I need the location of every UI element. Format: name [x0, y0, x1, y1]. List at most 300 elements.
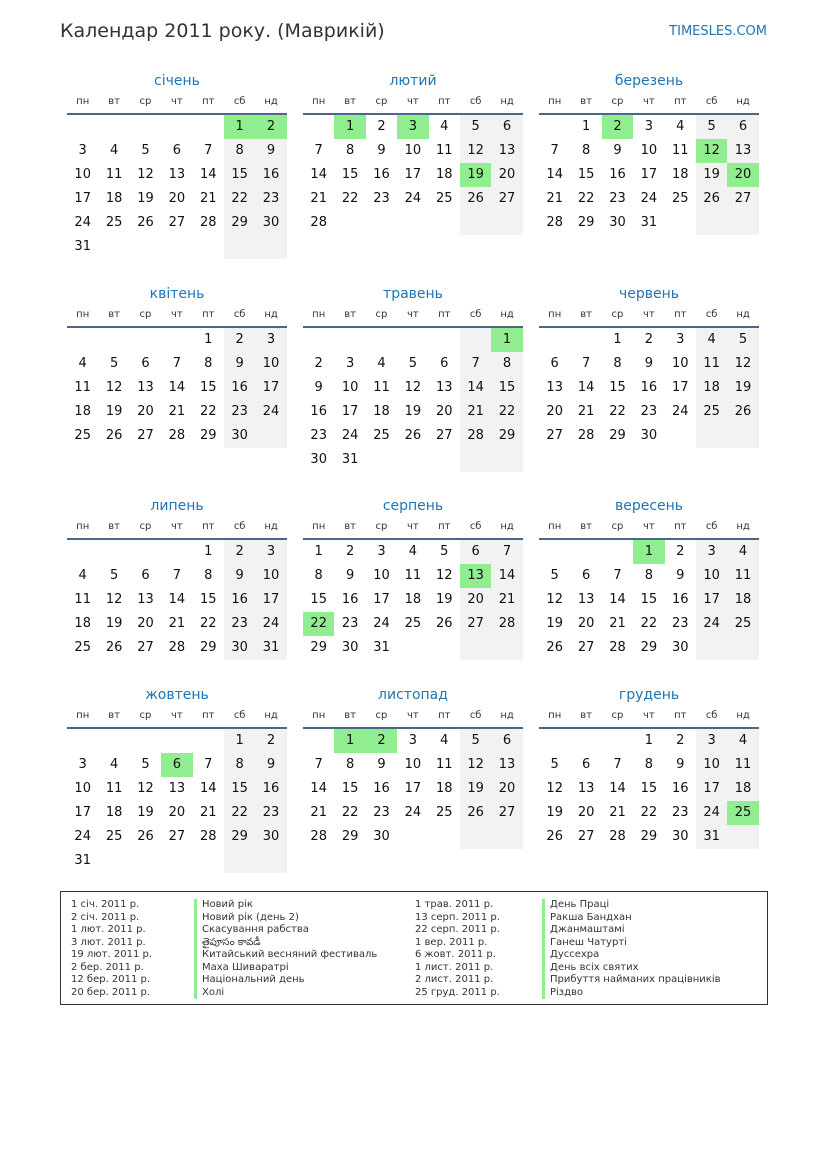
day-cell: 9: [377, 757, 386, 772]
day-cell: 28: [168, 640, 186, 655]
holiday-day-cell: 2: [255, 115, 286, 139]
day-cell: 15: [640, 592, 658, 607]
weekday-header: [303, 518, 523, 540]
day-cell: 9: [676, 568, 685, 583]
day-cell: 18: [74, 616, 91, 631]
day-cell: 16: [671, 781, 689, 796]
page-title: Календар 2011 року. (Маврикій): [60, 20, 385, 42]
empty-cell: [570, 540, 601, 564]
empty-cell: [193, 115, 224, 139]
empty-cell: [491, 211, 522, 235]
day-cell: 8: [644, 568, 653, 583]
day-cell: 20: [137, 404, 154, 419]
month-block: [303, 498, 523, 660]
day-cell: 15: [224, 777, 255, 801]
day-cell: 19: [546, 805, 563, 820]
day-cell: 17: [373, 592, 390, 607]
month-block: [539, 73, 759, 235]
empty-cell: [727, 636, 758, 660]
day-cell: 10: [255, 352, 286, 376]
day-cell: 7: [204, 757, 213, 772]
legend-date: 1 січ. 2011 р.: [71, 899, 140, 910]
weekday-label: вт: [108, 96, 120, 107]
day-cell: 1: [204, 332, 213, 347]
day-cell: 15: [491, 376, 522, 400]
day-cell: 24: [696, 612, 727, 636]
month-block: [539, 498, 759, 660]
weekday-header: [67, 93, 287, 115]
day-cell: 29: [609, 428, 626, 443]
day-cell: 21: [577, 404, 595, 419]
day-cell: 4: [676, 119, 685, 134]
day-cell: 28: [546, 215, 563, 230]
day-cell: 1: [644, 733, 653, 748]
weekday-header: [303, 93, 523, 115]
legend-date: 19 лют. 2011 р.: [71, 949, 153, 960]
day-cell: 26: [727, 400, 758, 424]
month-block: [303, 286, 523, 472]
day-cell: 30: [671, 640, 689, 655]
holiday-day-cell: 19: [460, 163, 491, 187]
weekday-label: вт: [344, 309, 356, 320]
weekday-label: пн: [312, 710, 326, 721]
empty-cell: [727, 211, 758, 235]
day-cell: 16: [671, 592, 689, 607]
day-cell: 21: [199, 805, 217, 820]
day-cell: 24: [696, 801, 727, 825]
weekday-label: сб: [705, 521, 718, 532]
empty-cell: [130, 729, 161, 753]
day-grid: [67, 328, 287, 448]
day-cell: 24: [640, 191, 658, 206]
day-cell: 3: [696, 540, 727, 564]
day-cell: 11: [727, 753, 758, 777]
day-cell: 7: [550, 143, 559, 158]
day-cell: 25: [404, 616, 422, 631]
day-cell: 16: [255, 163, 286, 187]
legend-holiday-name: Прибуття найманих працівників: [542, 974, 721, 987]
legend-date: 22 серп. 2011 р.: [415, 924, 500, 935]
empty-cell: [491, 636, 522, 660]
day-cell: 15: [199, 380, 217, 395]
weekday-label: ср: [375, 521, 388, 532]
day-cell: 29: [224, 211, 255, 235]
day-cell: 5: [550, 568, 559, 583]
weekday-label: пн: [548, 96, 562, 107]
empty-cell: [98, 328, 129, 352]
day-cell: 18: [404, 592, 422, 607]
day-cell: 9: [613, 143, 622, 158]
legend-dates-left: [71, 899, 152, 999]
month-name: березень: [614, 73, 684, 89]
empty-cell: [161, 729, 192, 753]
day-cell: 7: [172, 356, 181, 371]
day-cell: 10: [255, 564, 286, 588]
day-cell: 12: [460, 139, 491, 163]
legend-holiday-name: Дуссехра: [542, 949, 721, 962]
day-cell: 17: [341, 404, 359, 419]
empty-cell: [303, 115, 334, 139]
day-cell: 23: [671, 616, 689, 631]
month-block: [67, 498, 287, 660]
day-cell: 30: [255, 211, 286, 235]
empty-cell: [303, 328, 334, 352]
day-cell: 12: [105, 592, 123, 607]
weekday-label: пн: [312, 309, 326, 320]
empty-cell: [98, 115, 129, 139]
legend-holiday-name: Ганеш Чатурті: [542, 937, 721, 950]
month-block: [539, 286, 759, 448]
day-cell: 20: [546, 404, 563, 419]
day-cell: 6: [491, 115, 522, 139]
empty-cell: [570, 328, 601, 352]
empty-cell: [130, 328, 161, 352]
weekday-label: пн: [76, 521, 90, 532]
day-cell: 31: [373, 640, 390, 655]
day-cell: 20: [577, 805, 595, 820]
site-link[interactable]: TIMESLES.COM: [669, 24, 767, 39]
day-cell: 4: [109, 757, 119, 772]
weekday-label: нд: [500, 521, 514, 532]
day-cell: 20: [491, 777, 522, 801]
weekday-label: чт: [171, 96, 183, 107]
day-cell: 28: [577, 428, 595, 443]
day-cell: 25: [435, 191, 453, 206]
legend-date: 12 бер. 2011 р.: [71, 974, 151, 985]
day-cell: 8: [224, 139, 255, 163]
day-cell: 27: [137, 640, 154, 655]
day-cell: 1: [314, 544, 323, 559]
day-cell: 9: [255, 753, 286, 777]
empty-cell: [67, 540, 98, 564]
day-cell: 3: [644, 119, 653, 134]
day-cell: 14: [310, 167, 327, 182]
day-cell: 18: [435, 167, 453, 182]
day-cell: 26: [105, 640, 123, 655]
day-cell: 23: [255, 187, 286, 211]
day-cell: 18: [696, 376, 727, 400]
day-cell: 20: [137, 616, 154, 631]
weekday-label: сб: [233, 521, 246, 532]
day-cell: 13: [727, 139, 758, 163]
empty-cell: [602, 729, 633, 753]
weekday-label: пт: [438, 96, 451, 107]
weekday-header: [539, 306, 759, 328]
day-cell: 7: [613, 757, 622, 772]
day-cell: 17: [696, 777, 727, 801]
day-cell: 4: [78, 356, 87, 371]
empty-cell: [491, 448, 522, 472]
day-grid: [67, 729, 287, 873]
day-cell: 21: [199, 191, 217, 206]
day-cell: 24: [255, 612, 286, 636]
day-cell: 27: [577, 640, 595, 655]
day-cell: 24: [255, 400, 286, 424]
weekday-label: сб: [233, 309, 246, 320]
month-name: лютий: [389, 73, 437, 89]
day-cell: 9: [644, 356, 653, 371]
day-cell: 3: [696, 729, 727, 753]
weekday-label: чт: [171, 309, 183, 320]
day-cell: 17: [255, 376, 286, 400]
empty-cell: [130, 849, 161, 873]
day-cell: 6: [581, 568, 591, 583]
day-cell: 6: [460, 540, 491, 564]
weekday-label: ср: [611, 521, 624, 532]
day-cell: 25: [373, 428, 390, 443]
weekday-label: нд: [500, 309, 514, 320]
day-cell: 22: [491, 400, 522, 424]
weekday-label: вт: [580, 710, 592, 721]
day-cell: 5: [141, 143, 150, 158]
day-cell: 26: [435, 616, 453, 631]
weekday-header: [539, 518, 759, 540]
weekday-label: чт: [407, 96, 419, 107]
day-cell: 12: [460, 753, 491, 777]
day-cell: 6: [491, 729, 522, 753]
day-grid: [303, 328, 523, 472]
day-cell: 7: [314, 757, 323, 772]
day-cell: 10: [640, 143, 658, 158]
day-cell: 10: [671, 356, 689, 371]
weekday-label: сб: [469, 710, 482, 721]
day-cell: 4: [696, 328, 727, 352]
day-cell: 29: [341, 829, 359, 844]
empty-cell: [460, 825, 491, 849]
day-cell: 24: [74, 215, 91, 230]
day-cell: 28: [609, 829, 626, 844]
day-cell: 9: [224, 564, 255, 588]
weekday-label: нд: [264, 710, 278, 721]
legend-date: 3 лют. 2011 р.: [71, 936, 146, 948]
weekday-label: пт: [674, 710, 687, 721]
month-block: [303, 73, 523, 235]
day-cell: 19: [727, 376, 758, 400]
weekday-label: сб: [469, 96, 482, 107]
month-block: [539, 687, 759, 849]
day-cell: 9: [377, 143, 386, 158]
day-cell: 21: [168, 404, 186, 419]
day-cell: 2: [377, 119, 386, 134]
empty-cell: [255, 849, 286, 873]
day-cell: 1: [581, 119, 591, 134]
empty-cell: [397, 636, 428, 660]
day-cell: 30: [640, 428, 658, 443]
day-cell: 13: [491, 139, 522, 163]
holiday-day-cell: 1: [491, 328, 522, 352]
day-cell: 24: [404, 191, 422, 206]
day-cell: 26: [696, 187, 727, 211]
weekday-label: пн: [76, 710, 90, 721]
weekday-label: чт: [643, 521, 655, 532]
empty-cell: [130, 540, 161, 564]
day-cell: 29: [640, 640, 658, 655]
day-cell: 4: [109, 143, 119, 158]
day-cell: 17: [255, 588, 286, 612]
day-cell: 13: [491, 753, 522, 777]
empty-cell: [67, 115, 98, 139]
day-cell: 30: [609, 215, 626, 230]
day-cell: 16: [341, 592, 359, 607]
day-cell: 26: [460, 801, 491, 825]
day-cell: 19: [460, 777, 491, 801]
day-cell: 31: [255, 636, 286, 660]
day-grid: [539, 115, 759, 235]
empty-cell: [98, 235, 129, 259]
day-cell: 12: [137, 781, 154, 796]
day-cell: 14: [491, 564, 522, 588]
day-cell: 3: [255, 328, 286, 352]
day-cell: 20: [168, 191, 186, 206]
legend-holiday-name: Китайський весняний фестиваль: [194, 949, 377, 962]
weekday-header: [303, 306, 523, 328]
weekday-header: [539, 93, 759, 115]
weekday-label: ср: [375, 710, 388, 721]
weekday-label: пт: [674, 521, 687, 532]
day-cell: 12: [435, 568, 453, 583]
empty-cell: [696, 424, 727, 448]
day-cell: 30: [671, 829, 689, 844]
day-cell: 19: [404, 404, 422, 419]
weekday-label: чт: [407, 521, 419, 532]
weekday-header: [303, 707, 523, 729]
day-cell: 21: [310, 805, 327, 820]
day-cell: 18: [373, 404, 390, 419]
day-cell: 7: [314, 143, 323, 158]
legend-date: 2 бер. 2011 р.: [71, 961, 144, 973]
day-cell: 22: [224, 801, 255, 825]
day-cell: 5: [109, 356, 119, 371]
day-cell: 12: [546, 592, 563, 607]
day-cell: 10: [696, 753, 727, 777]
empty-cell: [98, 729, 129, 753]
legend-holiday-name: Новий рік (день 2): [194, 912, 377, 925]
empty-cell: [366, 211, 397, 235]
day-cell: 28: [460, 424, 491, 448]
day-cell: 18: [105, 805, 123, 820]
day-cell: 16: [224, 588, 255, 612]
day-cell: 15: [310, 592, 327, 607]
weekday-label: чт: [171, 710, 183, 721]
weekday-label: чт: [643, 309, 655, 320]
day-cell: 27: [137, 428, 154, 443]
day-cell: 11: [696, 352, 727, 376]
day-cell: 3: [78, 143, 87, 158]
day-cell: 15: [609, 380, 626, 395]
day-cell: 15: [341, 167, 359, 182]
day-cell: 10: [74, 781, 91, 796]
day-cell: 22: [640, 805, 658, 820]
weekday-label: ср: [611, 309, 624, 320]
day-cell: 12: [105, 380, 123, 395]
day-cell: 8: [581, 143, 591, 158]
empty-cell: [602, 540, 633, 564]
weekday-header: [539, 707, 759, 729]
day-cell: 23: [373, 805, 390, 820]
day-cell: 9: [224, 352, 255, 376]
day-cell: 4: [440, 119, 449, 134]
empty-cell: [161, 328, 192, 352]
weekday-label: пн: [312, 521, 326, 532]
day-cell: 7: [460, 352, 491, 376]
weekday-label: пн: [76, 309, 90, 320]
empty-cell: [193, 729, 224, 753]
empty-cell: [727, 825, 758, 849]
empty-cell: [98, 540, 129, 564]
day-cell: 4: [727, 729, 758, 753]
day-cell: 5: [408, 356, 417, 371]
day-cell: 20: [491, 163, 522, 187]
legend-date: 2 січ. 2011 р.: [71, 911, 140, 923]
weekday-label: чт: [407, 309, 419, 320]
day-cell: 2: [224, 540, 255, 564]
weekday-label: чт: [643, 96, 655, 107]
day-cell: 28: [168, 428, 186, 443]
day-cell: 23: [310, 428, 327, 443]
day-cell: 25: [435, 805, 453, 820]
day-cell: 27: [491, 801, 522, 825]
day-cell: 14: [546, 167, 563, 182]
day-cell: 15: [199, 592, 217, 607]
day-cell: 28: [310, 829, 327, 844]
day-cell: 1: [613, 332, 622, 347]
empty-cell: [397, 328, 428, 352]
legend-names-left: [194, 899, 377, 999]
day-cell: 11: [373, 380, 390, 395]
empty-cell: [539, 540, 570, 564]
empty-cell: [161, 849, 192, 873]
day-cell: 23: [609, 191, 626, 206]
day-cell: 5: [141, 757, 150, 772]
holiday-day-cell: 25: [727, 801, 758, 825]
weekday-label: ср: [139, 96, 152, 107]
weekday-label: нд: [264, 521, 278, 532]
day-cell: 11: [435, 757, 453, 772]
day-cell: 17: [74, 805, 91, 820]
weekday-label: пт: [438, 521, 451, 532]
day-cell: 11: [435, 143, 453, 158]
holiday-day-cell: 2: [366, 729, 397, 753]
holiday-day-cell: 1: [334, 115, 365, 139]
day-cell: 19: [137, 191, 154, 206]
empty-cell: [429, 636, 460, 660]
weekday-label: нд: [500, 710, 514, 721]
legend-holiday-name: День Праці: [542, 899, 721, 912]
legend-holiday-name: День всіх святих: [542, 962, 721, 975]
holiday-legend: [60, 891, 768, 1005]
day-cell: 6: [440, 356, 449, 371]
weekday-label: пн: [548, 521, 562, 532]
weekday-label: ср: [611, 96, 624, 107]
weekday-label: сб: [469, 521, 482, 532]
day-grid: [303, 729, 523, 849]
day-cell: 2: [255, 729, 286, 753]
holiday-day-cell: 20: [727, 163, 758, 187]
weekday-label: вт: [344, 521, 356, 532]
day-cell: 10: [696, 564, 727, 588]
day-cell: 24: [373, 616, 390, 631]
day-cell: 2: [676, 733, 685, 748]
day-cell: 25: [105, 215, 123, 230]
day-cell: 26: [460, 187, 491, 211]
day-cell: 3: [255, 540, 286, 564]
month-name: червень: [618, 286, 680, 302]
empty-cell: [224, 849, 255, 873]
day-cell: 14: [310, 781, 327, 796]
day-cell: 14: [168, 592, 186, 607]
day-cell: 7: [581, 356, 591, 371]
day-cell: 30: [373, 829, 390, 844]
